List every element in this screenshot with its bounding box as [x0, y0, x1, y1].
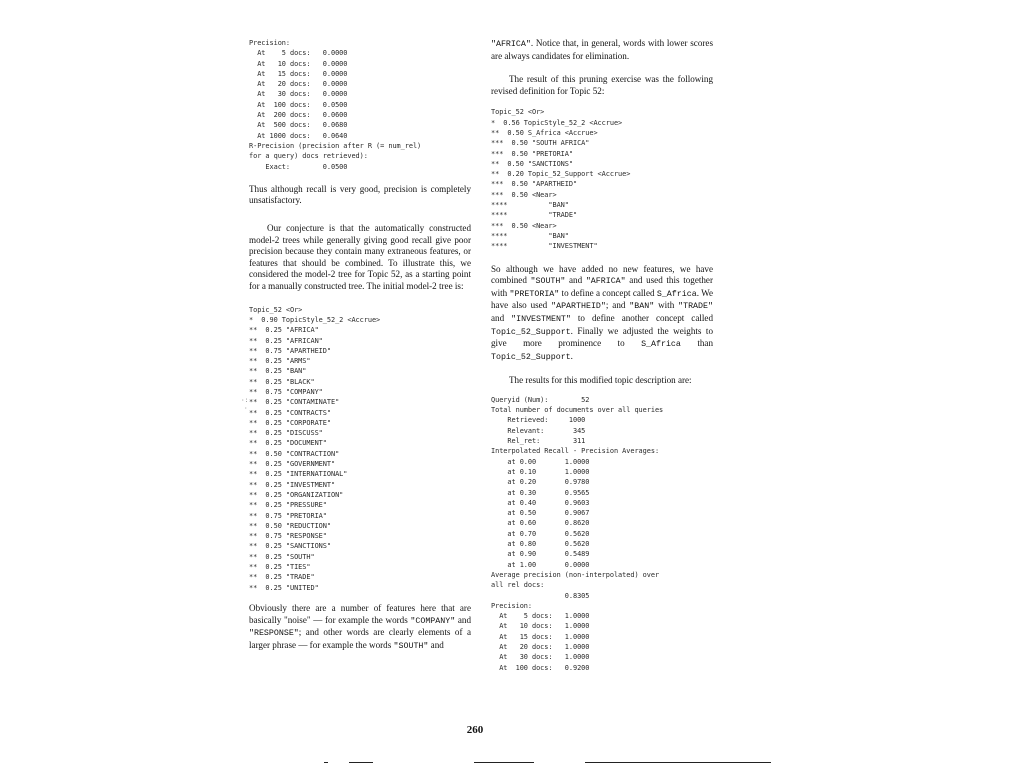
- results-table: [491, 395, 713, 673]
- precision-line: At 5 docs: 0.0000: [249, 49, 348, 58]
- results-line: Relevant: 345: [491, 426, 586, 435]
- prose-fragment: . We have also used: [491, 287, 713, 311]
- initial-tree-listing: [249, 305, 471, 593]
- notice-paragraph: [491, 38, 713, 62]
- code-term: "APARTHEID": [551, 302, 606, 312]
- scan-rule: [474, 762, 534, 763]
- precision-line: At 20 docs: 0.0000: [249, 80, 348, 89]
- tree-line: ** 0.25 "CONTAMINATE": [249, 398, 340, 407]
- precision-line: At 1000 docs: 0.0640: [249, 131, 348, 140]
- revised-tree-line: *** 0.50 "APARTHEID": [491, 180, 578, 189]
- code-term: "SOUTH": [530, 277, 566, 287]
- results-line: at 0.10 1.0000: [491, 467, 590, 476]
- revised-tree-listing: [491, 107, 713, 251]
- pruning-paragraph: The result of this pruning exercise was the following revised definition for Topic 52:: [491, 74, 713, 96]
- results-line: Queryid (Num): 52: [491, 395, 590, 404]
- code-term: "INVESTMENT": [511, 314, 571, 324]
- tree-line: ** 0.25 "TIES": [249, 563, 311, 572]
- revised-tree-line: Topic_52 <Or>: [491, 108, 545, 117]
- code-term: Topic_52_Support: [491, 327, 571, 337]
- results-line: 0.8305: [491, 591, 590, 600]
- code-term: "RESPONSE": [249, 629, 299, 639]
- code-term: "AFRICA": [585, 277, 626, 287]
- precision-line: At 10 docs: 0.0000: [249, 59, 348, 68]
- prose-fragment: and: [491, 312, 512, 323]
- revised-tree-line: **** "BAN": [491, 231, 569, 240]
- tree-line: ** 0.25 "GOVERNMENT": [249, 460, 336, 469]
- results-line: at 0.30 0.9565: [491, 488, 590, 497]
- tree-line: ** 0.25 "UNITED": [249, 583, 319, 592]
- results-line: Total number of documents over all queries: [491, 406, 664, 415]
- revised-tree-line: **** "INVESTMENT": [491, 242, 598, 251]
- code-term: Topic_52_Support: [491, 352, 571, 362]
- tree-line: ** 0.25 "SOUTH": [249, 552, 315, 561]
- precision-line: Exact: 0.0500: [249, 162, 348, 171]
- tree-line: ** 0.25 "AFRICA": [249, 326, 319, 335]
- prose-fragment: to define a concept called: [559, 287, 657, 298]
- revised-tree-line: *** 0.50 <Near>: [491, 221, 557, 230]
- results-line: At 5 docs: 1.0000: [491, 612, 590, 621]
- tree-line: ** 0.75 "APARTHEID": [249, 346, 331, 355]
- precision-line: R-Precision (precision after R (= num_rel): [249, 141, 422, 150]
- prose-fragment: So although we have added no new features, we have combined: [491, 263, 713, 286]
- prose-fragment: and: [428, 639, 444, 650]
- scan-speck: ·: [244, 405, 248, 412]
- revised-tree-line: ** 0.20 Topic_52_Support <Accrue>: [491, 170, 631, 179]
- page-number: 260: [466, 724, 484, 736]
- scan-rule: [349, 762, 373, 763]
- precision-line: At 30 docs: 0.0000: [249, 90, 348, 99]
- results-line: at 0.40 0.9603: [491, 498, 590, 507]
- results-line: Precision:: [491, 601, 532, 610]
- tree-line: ** 0.25 "PRESSURE": [249, 501, 327, 510]
- scan-speck: ·:: [241, 397, 249, 404]
- results-line: Rel_ret: 311: [491, 437, 586, 446]
- precision-line: At 100 docs: 0.0500: [249, 100, 348, 109]
- noise-paragraph: [249, 603, 471, 652]
- results-line: At 100 docs: 0.9200: [491, 663, 590, 672]
- results-line: At 15 docs: 1.0000: [491, 632, 590, 641]
- revised-tree-line: ** 0.50 S_Africa <Accrue>: [491, 128, 598, 137]
- precision-table: [249, 38, 471, 172]
- prose-fragment: and: [565, 275, 586, 286]
- tree-line: ** 0.25 "DISCUSS": [249, 429, 323, 438]
- prose-fragment: and used this together with: [491, 275, 713, 298]
- prose-fragment: than: [680, 338, 713, 349]
- precision-line: for a query) docs retrieved):: [249, 152, 368, 161]
- precision-line: At 15 docs: 0.0000: [249, 69, 348, 78]
- tree-line: ** 0.25 "BLACK": [249, 377, 315, 386]
- conjecture-paragraph: Our conjecture is that the automatically constructed model-2 trees while generally giving good recall give poor precision because they contain many extraneous features, or features that should be combined. To illustrate this, we considered the model-2 tree for Topic 52, as a starting point for a manually constructed tree. The initial model-2 tree is:: [249, 223, 471, 292]
- tree-line: ** 0.75 "PRETORIA": [249, 511, 327, 520]
- tree-line: ** 0.25 "SANCTIONS": [249, 542, 331, 551]
- precision-line: Precision:: [249, 39, 290, 47]
- scan-rule: [324, 762, 328, 763]
- tree-line: ** 0.25 "BAN": [249, 367, 307, 376]
- code-term: "SOUTH": [393, 641, 429, 651]
- left-column: [249, 38, 471, 652]
- results-line: at 0.90 0.5489: [491, 550, 590, 559]
- results-line: at 0.00 1.0000: [491, 457, 590, 466]
- code-term: S_Africa: [656, 289, 697, 299]
- tree-line: ** 0.25 "ARMS": [249, 357, 311, 366]
- results-line: At 30 docs: 1.0000: [491, 653, 590, 662]
- tree-line: Topic_52 <Or>: [249, 305, 303, 314]
- code-term: "AFRICA": [491, 40, 531, 49]
- tree-line: ** 0.25 "INVESTMENT": [249, 480, 336, 489]
- revised-tree-line: **** "BAN": [491, 201, 569, 210]
- prose-fragment: . Finally we adjusted the weights to give more prominence to: [491, 325, 713, 349]
- tree-line: ** 0.25 "TRADE": [249, 573, 315, 582]
- precision-line: At 200 docs: 0.0600: [249, 111, 348, 120]
- tree-line: ** 0.25 "INTERNATIONAL": [249, 470, 348, 479]
- tree-line: ** 0.25 "ORGANIZATION": [249, 490, 344, 499]
- prose-fragment: and: [455, 614, 471, 625]
- results-line: at 1.00 0.0000: [491, 560, 590, 569]
- combined-features-paragraph: [491, 264, 713, 364]
- code-term: "TRADE": [678, 302, 713, 312]
- results-line: at 0.80 0.5620: [491, 540, 590, 549]
- right-column: [491, 38, 713, 673]
- prose-fragment: to define another concept called: [570, 312, 713, 323]
- tree-line: ** 0.75 "RESPONSE": [249, 532, 327, 541]
- revised-tree-line: *** 0.50 "SOUTH AFRICA": [491, 139, 590, 148]
- tree-line: ** 0.25 "CORPORATE": [249, 418, 331, 427]
- code-term: S_Africa: [641, 340, 681, 350]
- revised-tree-line: ** 0.50 "SANCTIONS": [491, 159, 573, 168]
- precision-line: At 500 docs: 0.0680: [249, 121, 348, 130]
- results-line: At 20 docs: 1.0000: [491, 643, 590, 651]
- results-intro-paragraph: The results for this modified topic description are:: [509, 375, 692, 386]
- prose-fragment: . Notice that, in general, words with lower scores are always candidates for elimination.: [491, 38, 713, 61]
- scan-rule: [585, 762, 771, 763]
- tree-line: ** 0.50 "CONTRACTION": [249, 449, 340, 458]
- results-line: at 0.60 0.8620: [491, 519, 590, 528]
- prose-fragment: .: [570, 350, 573, 361]
- revised-tree-line: *** 0.50 "PRETORIA": [491, 149, 573, 158]
- revised-tree-line: * 0.56 TopicStyle_52_2 <Accrue>: [491, 118, 623, 127]
- results-line: At 10 docs: 1.0000: [491, 622, 590, 631]
- results-line: all rel docs:: [491, 581, 545, 590]
- tree-line: ** 0.50 "REDUCTION": [249, 521, 331, 530]
- revised-tree-line: **** "TRADE": [491, 211, 578, 220]
- results-line: Interpolated Recall - Precision Averages:: [491, 447, 660, 456]
- prose-fragment: ; and: [605, 300, 630, 311]
- results-line: at 0.20 0.9780: [491, 478, 590, 487]
- results-line: at 0.70 0.5620: [491, 529, 590, 538]
- revised-tree-line: *** 0.50 <Near>: [491, 190, 557, 199]
- prose-fragment: ; and other words are clearly elements of a larger phrase — for example the words: [249, 627, 471, 650]
- code-term: "COMPANY": [410, 616, 456, 626]
- code-term: "BAN": [629, 302, 655, 312]
- tree-line: * 0.90 TopicStyle_52_2 <Accrue>: [249, 315, 381, 324]
- results-line: Average precision (non-interpolated) over: [491, 570, 660, 579]
- prose-fragment: with: [654, 300, 679, 311]
- tree-line: ** 0.25 "AFRICAN": [249, 336, 323, 345]
- results-line: at 0.50 0.9067: [491, 509, 590, 518]
- prose-fragment: Obviously there are a number of features here that are basically "noise" — for example the words: [249, 602, 471, 625]
- tree-line: ** 0.25 "CONTRACTS": [249, 408, 331, 417]
- recall-paragraph: Thus although recall is very good, precision is completely unsatisfactory.: [249, 183, 471, 206]
- tree-line: ** 0.25 "DOCUMENT": [249, 439, 327, 448]
- tree-line: ** 0.75 "COMPANY": [249, 387, 323, 396]
- code-term: "PRETORIA": [509, 289, 560, 299]
- results-line: Retrieved: 1000: [491, 416, 586, 425]
